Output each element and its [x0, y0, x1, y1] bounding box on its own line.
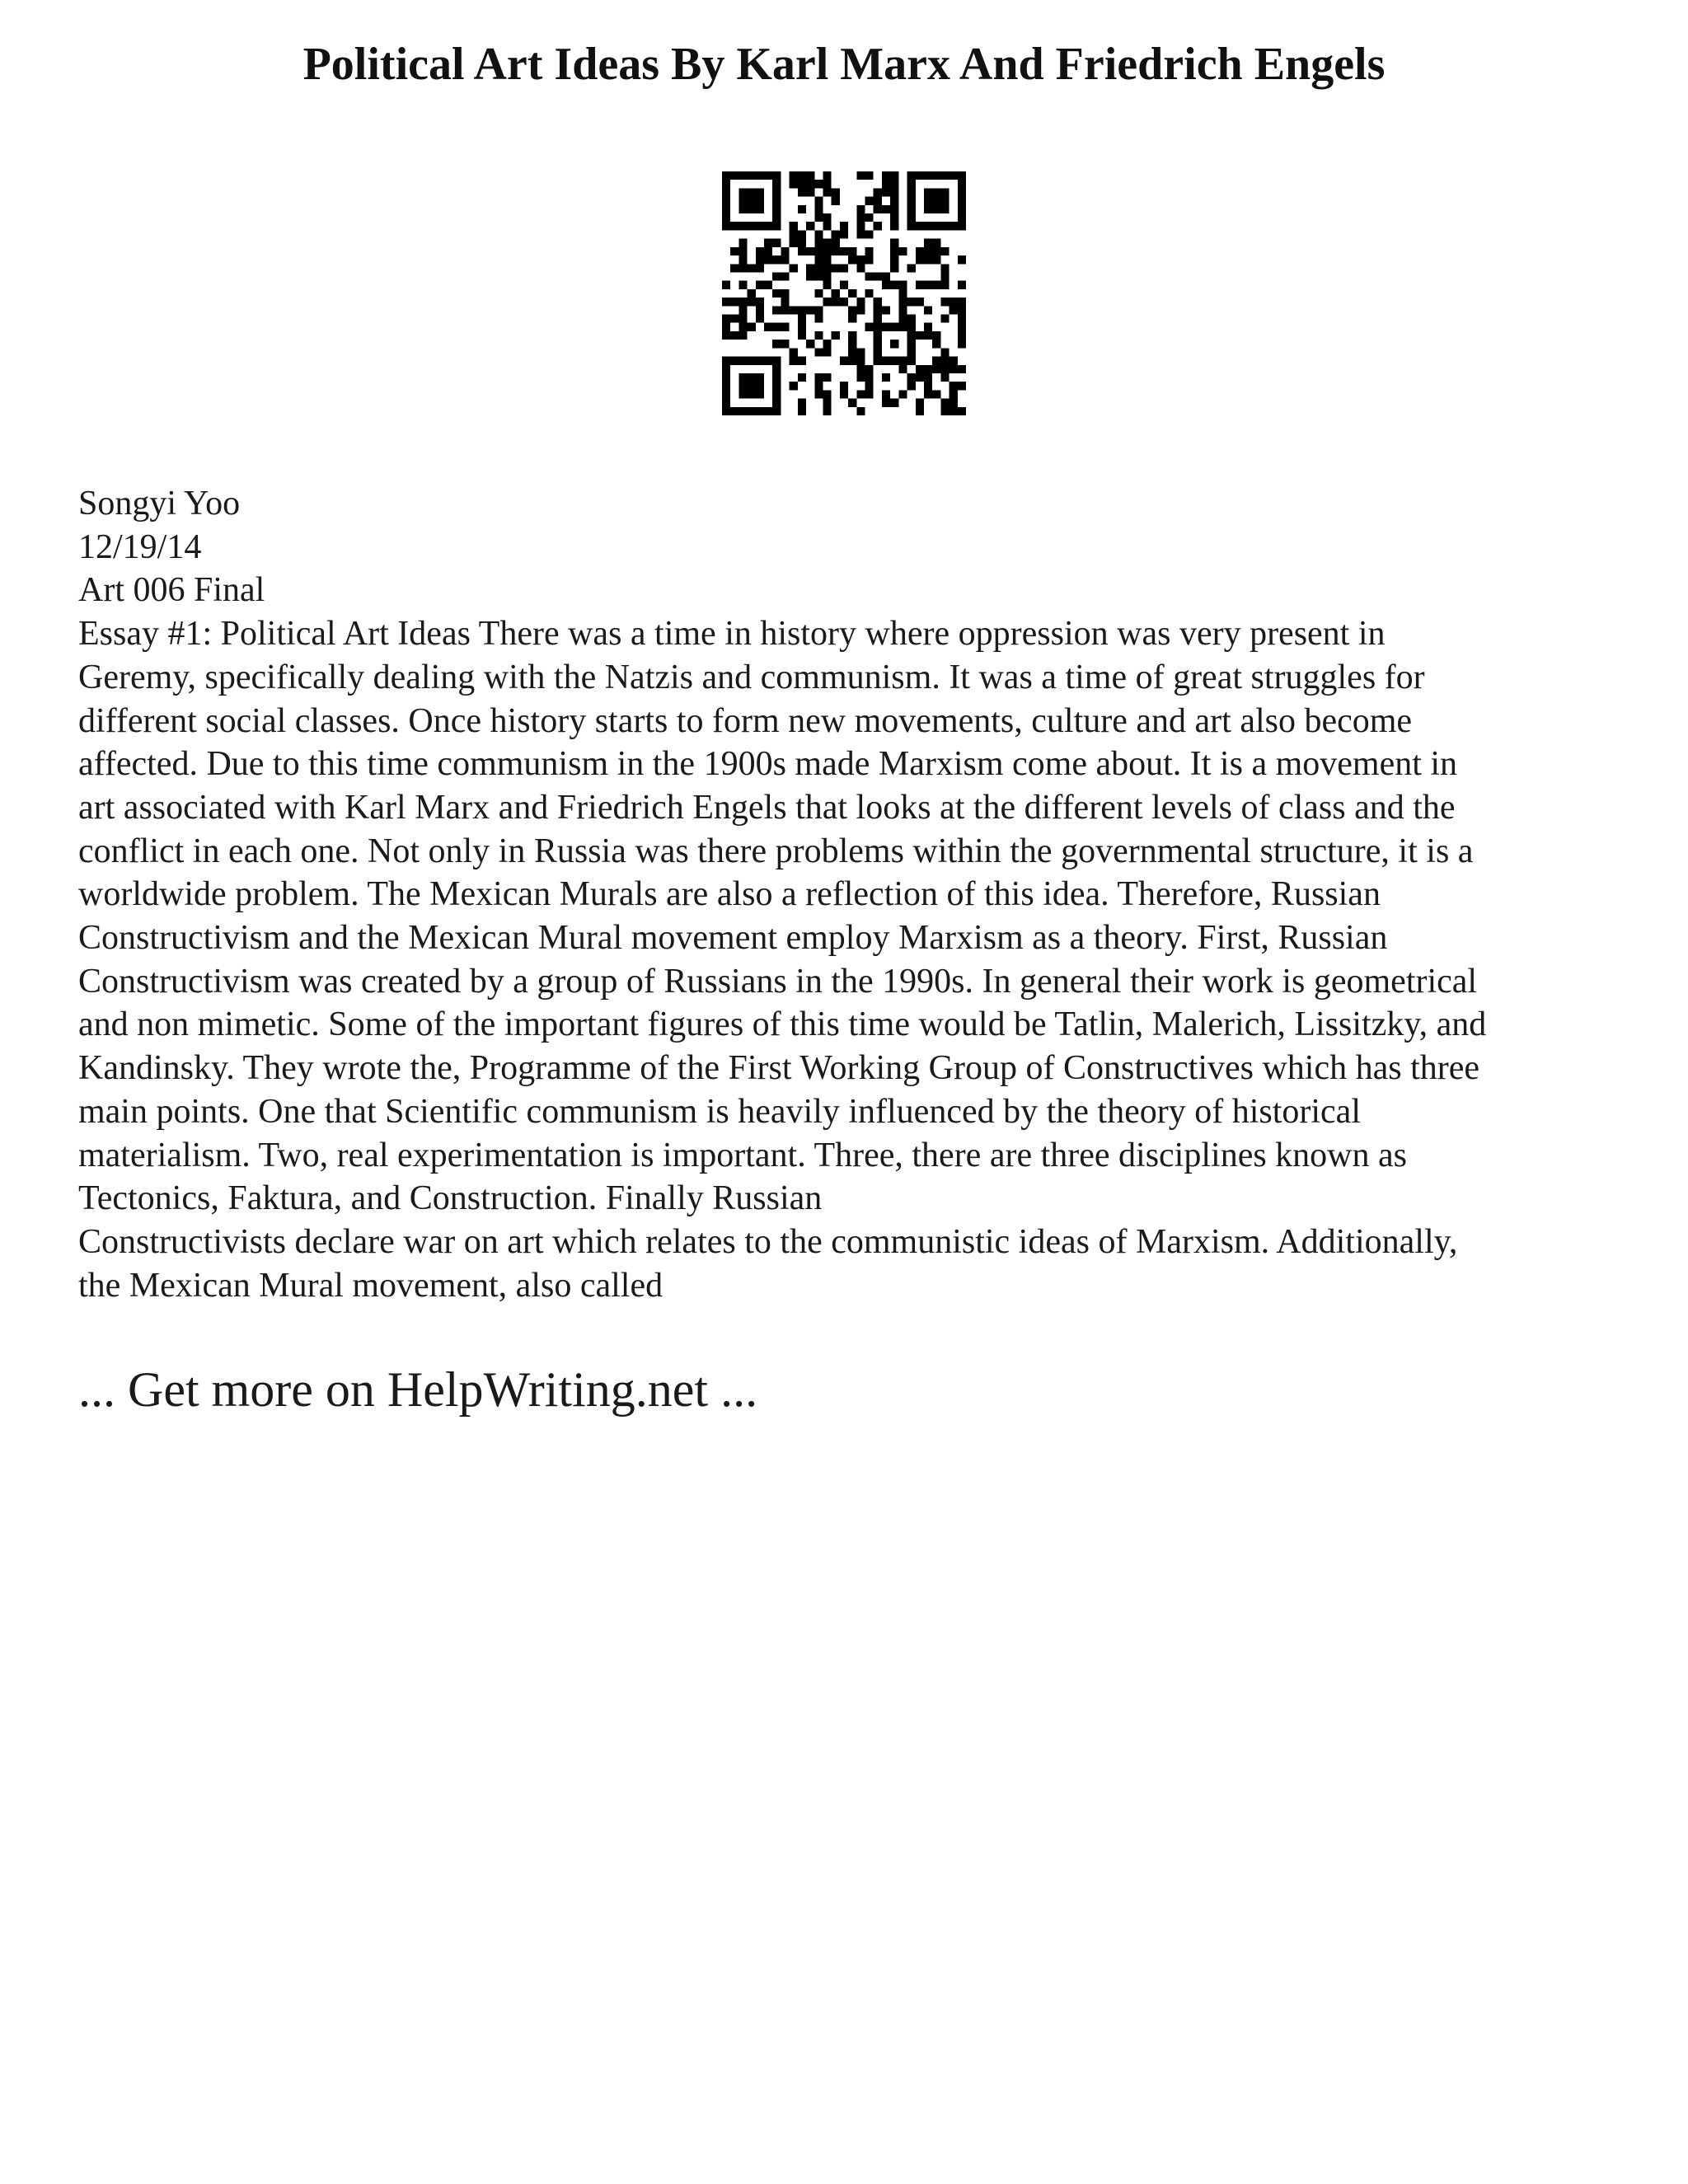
essay-line: conflict in each one. Not only in Russia was there problems within the governmental structure, it is a [78, 832, 1474, 870]
essay-line: Tectonics, Faktura, and Construction. Finally Russian [78, 1179, 823, 1218]
essay-line: materialism. Two, real experimentation is important. Three, there are three disciplines known as [78, 1136, 1407, 1174]
essay-line: main points. One that Scientific communism is heavily influenced by the theory of historical [78, 1092, 1361, 1131]
essay-line: art associated with Karl Marx and Friedrich Engels that looks at the different levels of class and the [78, 788, 1456, 827]
essay-line: worldwide problem. The Mexican Murals are also a reflection of this idea. Therefore, Russian [78, 875, 1381, 914]
qr-code-icon[interactable] [722, 171, 966, 415]
course-label: Art 006 Final [78, 571, 265, 610]
essay-line: the Mexican Mural movement, also called [78, 1266, 663, 1305]
essay-line: and non mimetic. Some of the important figures of this time would be Tatlin, Malerich, Lissitzky, and [78, 1005, 1487, 1044]
essay-line: Geremy, specifically dealing with the Natzis and communism. It was a time of great struggles for [78, 658, 1425, 696]
document-body [78, 482, 1628, 1307]
author-name: Songyi Yoo [78, 485, 241, 523]
essay-line: Constructivism and the Mexican Mural movement employ Marxism as a theory. First, Russian [78, 919, 1388, 958]
document-title: Political Art Ideas By Karl Marx And Friedrich Engels [302, 39, 1386, 90]
essay-line: affected. Due to this time communism in the 1900s made Marxism come about. It is a movement in [78, 745, 1458, 784]
essay-line: Constructivism was created by a group of Russians in the 1990s. In general their work is geometrical [78, 962, 1478, 1001]
essay-line: different social classes. Once history starts to form new movements, culture and art also become [78, 701, 1413, 740]
essay-line: Kandinsky. They wrote the, Programme of the First Working Group of Constructives which has three [78, 1049, 1480, 1088]
essay-line: Constructivists declare war on art which relates to the communistic ideas of Marxism. Additionally, [78, 1222, 1458, 1261]
essay-text [78, 612, 1628, 1307]
essay-line: Essay #1: Political Art Ideas There was a time in history where oppression was very present in [78, 615, 1386, 654]
get-more-link[interactable]: ... Get more on HelpWriting.net ... [78, 1362, 758, 1417]
document-date: 12/19/14 [78, 527, 202, 566]
